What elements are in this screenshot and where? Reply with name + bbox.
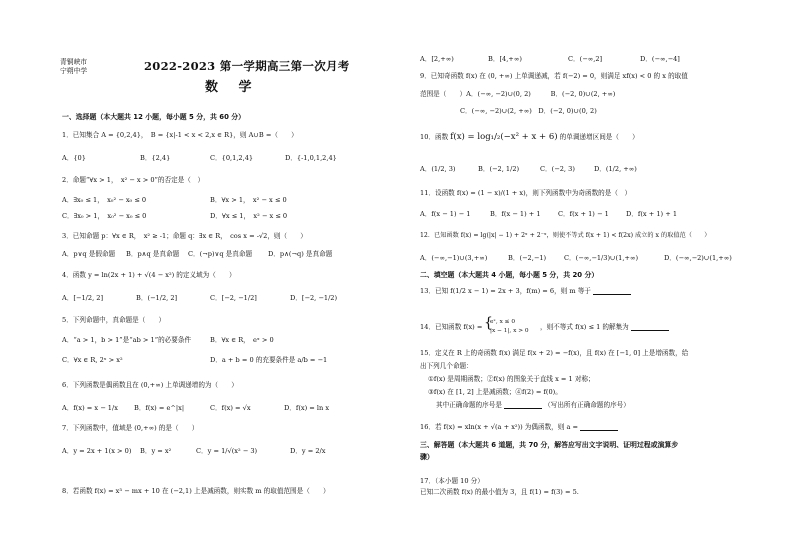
q2-option-c: C．∃x₀ > 1， x₀² − x₀ ≤ 0 bbox=[62, 212, 147, 220]
q4-option-a: A．[−1/2, 2] bbox=[62, 294, 104, 302]
section-solve-heading-cont: 骤） bbox=[420, 453, 434, 461]
q14-answer-blank[interactable] bbox=[631, 324, 669, 331]
q1-option-a: A．{0} bbox=[62, 154, 86, 162]
question-2: 2．命题“∀x > 1， x² − x > 0”的否定是（ ） bbox=[62, 176, 205, 184]
q8-option-d: D．(−∞,−4] bbox=[640, 55, 680, 63]
q10-suffix: 的单调递增区间是（ ） bbox=[559, 133, 639, 141]
q6-option-a: A．f(x) = x − 1/x bbox=[62, 404, 118, 412]
question-17: 已知二次函数 f(x) 的最小值为 3，且 f(1) = f(3) = 5. bbox=[420, 488, 579, 496]
q6-option-c: C．f(x) = √x bbox=[210, 404, 251, 412]
q13-text: 13．已知 f(1/2 x − 1) = 2x + 3，f(m) = 6，则 m 等于 bbox=[420, 287, 591, 295]
q14-brace-icon: { bbox=[484, 315, 493, 331]
question-13 bbox=[420, 287, 631, 295]
q12-option-d: D．(−∞,−2)∪(1,+∞) bbox=[664, 254, 732, 262]
q3-option-a: A．p∨q 是假命题 bbox=[62, 250, 116, 258]
q5-option-a: A．“a > 1，b > 1”是“ab > 1”的必要条件 bbox=[62, 336, 192, 344]
q2-option-d: D．∀x ≤ 1， x² − x ≤ 0 bbox=[210, 212, 288, 220]
question-9-cont: 范围是（ ）A．(−∞, −2)∪(0, 2) B．(−2, 0)∪(2, +∞) bbox=[420, 90, 616, 98]
q5-option-c: C．∀x ∈ R, 2ˣ > x² bbox=[62, 356, 123, 364]
q14-case-1: eˣ, x ≤ 0 bbox=[490, 319, 516, 325]
q3-option-c: C．(¬p)∨q 是真命题 bbox=[188, 250, 253, 258]
q7-option-a: A．y = 2x + 1(x > 0) bbox=[62, 447, 132, 455]
q15-note: （写出所有正确命题的序号） bbox=[544, 401, 630, 409]
question-8: 8．若函数 f(x) = x³ − mx + 10 在 (−2,1) 上是减函数，则实数 m 的取值范围是（ ） bbox=[62, 487, 330, 495]
question-15-line5 bbox=[436, 401, 630, 409]
q16-text: 16．若 f(x) = xln(x + √(a + x²)) 为偶函数，则 a = bbox=[420, 423, 579, 431]
q7-option-b: B．y = x² bbox=[140, 447, 172, 455]
question-17-heading: 17．（本小题 10 分） bbox=[420, 477, 484, 485]
q14-case-2: |x − 1|, x > 0 bbox=[490, 328, 529, 334]
school-city: 青铜峡市 bbox=[60, 58, 88, 66]
question-15-line4: ③f(x) 在 [1, 2] 上是减函数；④f(2) = f(0)。 bbox=[428, 388, 562, 396]
q6-option-b: B．f(x) = e^|x| bbox=[134, 404, 185, 412]
subject-title: 数 学 bbox=[205, 80, 260, 95]
q3-option-d: D．p∧(¬q) 是真命题 bbox=[268, 250, 333, 258]
q15-answer-blank[interactable] bbox=[504, 402, 542, 409]
question-5: 5．下列命题中，真命题是（ ） bbox=[62, 316, 166, 324]
q11-option-b: B．f(x − 1) + 1 bbox=[490, 210, 541, 218]
section-solve-heading: 三、解答题（本大题共 6 道题，共 70 分，解答应写出文字说明、证明过程或演算步 bbox=[420, 441, 679, 449]
q14-prefix: 14．已知函数 f(x) = bbox=[420, 323, 483, 331]
question-10 bbox=[420, 133, 639, 141]
question-12: 12．已知函数 f(x) = lg(|x| − 1) + 2ˣ + 2⁻ˣ，则使不等式 f(x + 1) < f(2x) 成立的 x 的取值范（ ） bbox=[420, 232, 711, 239]
q4-option-c: C．[−2, −1/2] bbox=[210, 294, 257, 302]
q5-option-b: B．∀x ∈ R， eˣ > 0 bbox=[210, 336, 274, 344]
q11-option-c: C．f(x + 1) − 1 bbox=[558, 210, 609, 218]
question-3: 3．已知命题 p：∀x ∈ R， x² ≥ -1；命题 q：∃x ∈ R， cos x = -√2，则（ ） bbox=[62, 232, 307, 240]
question-15: 15．定义在 R 上的奇函数 f(x) 满足 f(x + 2) = −f(x)，且 f(x) 在 [−1, 0] 上是增函数，给 bbox=[420, 349, 689, 357]
q11-option-a: A．f(x − 1) − 1 bbox=[420, 210, 471, 218]
question-11: 11．设函数 f(x) = (1 − x)/(1 + x)，则下列函数中为奇函数的是（ ） bbox=[420, 189, 632, 197]
question-16 bbox=[420, 423, 618, 431]
question-9-opts-cd: C．(−∞, −2)∪(2, +∞) D．(−2, 0)∪(0, 2) bbox=[460, 107, 597, 115]
question-7: 7．下列函数中，值域是 (0,+∞) 的是（ ） bbox=[62, 424, 199, 432]
q7-option-c: C．y = 1/√(x² − 3) bbox=[196, 447, 258, 455]
question-1: 1．已知集合 A = {0,2,4}， B = {x|-1 < x < 2,x ∈ R}，则 A∪B =（ ） bbox=[62, 131, 298, 139]
question-9: 9．已知奇函数 f(x) 在 (0, +∞) 上单调递减，若 f(−2) = 0，则满足 xf(x) < 0 的 x 的取值 bbox=[420, 72, 688, 80]
q15-prompt: 其中正确命题的序号是 bbox=[436, 401, 502, 409]
exam-title: 2022-2023 第一学期高三第一次月考 bbox=[144, 59, 350, 73]
q8-option-a: A．[2,+∞) bbox=[420, 55, 454, 63]
q10-option-a: A．(1/2, 3) bbox=[420, 165, 456, 173]
q2-option-a: A．∃x₀ ≤ 1， x₀² − x₀ ≤ 0 bbox=[62, 196, 147, 204]
q10-function: f(x) = log₁/₂(−x² + x + 6) bbox=[450, 132, 558, 142]
q10-option-b: B．(−2, 1/2) bbox=[478, 165, 520, 173]
question-15-line2: 出下列几个命题： bbox=[420, 362, 473, 370]
q12-option-a: A．(−∞,−1)∪(3,+∞) bbox=[420, 254, 488, 262]
q10-option-c: C．(−2, 3) bbox=[540, 165, 575, 173]
q2-option-b: B．∀x > 1， x² − x ≤ 0 bbox=[210, 196, 287, 204]
q1-option-c: C．{0,1,2,4} bbox=[210, 154, 254, 162]
q1-option-b: B．{2,4} bbox=[140, 154, 171, 162]
q12-option-b: B．(−2,−1) bbox=[508, 254, 547, 262]
question-15-line3: ①f(x) 是周期函数；②f(x) 的图象关于直线 x = 1 对称； bbox=[428, 375, 595, 383]
q14-suffix-wrap bbox=[540, 323, 669, 331]
q10-option-d: D．(1/2, +∞) bbox=[594, 165, 637, 173]
section-choice-heading: 一、选择题（本大题共 12 小题，每小题 5 分，共 60 分） bbox=[62, 113, 246, 121]
q7-option-d: D．y = 2/x bbox=[290, 447, 326, 455]
q4-option-b: B．(−1/2, 2] bbox=[136, 294, 178, 302]
q12-option-c: C．(−∞,−1/3)∪(1,+∞) bbox=[564, 254, 639, 262]
school-name: 宁朔中学 bbox=[60, 67, 88, 75]
question-14 bbox=[420, 323, 482, 331]
section-fill-heading: 二、填空题（本大题共 4 小题，每小题 5 分，共 20 分） bbox=[420, 271, 599, 279]
q4-option-d: D．[−2, −1/2) bbox=[290, 294, 338, 302]
question-6: 6．下列函数是偶函数且在 (0,+∞) 上单调递增的为（ ） bbox=[62, 381, 238, 389]
q11-option-d: D．f(x + 1) + 1 bbox=[626, 210, 678, 218]
q5-option-d: D．a + b = 0 的充要条件是 a/b = −1 bbox=[210, 356, 328, 364]
question-4: 4．函数 y = ln(2x + 1) + √(4 − x²) 的定义域为（ ） bbox=[62, 271, 236, 279]
q13-answer-blank[interactable] bbox=[593, 288, 631, 295]
q8-option-b: B．[4,+∞) bbox=[488, 55, 522, 63]
q1-option-d: D．{-1,0,1,2,4} bbox=[285, 154, 337, 162]
q14-suffix: ，则不等式 f(x) ≤ 1 的解集为 bbox=[540, 323, 629, 331]
q8-option-c: C．(−∞,2] bbox=[568, 55, 603, 63]
q10-prefix: 10．函数 bbox=[420, 133, 449, 141]
q6-option-d: D．f(x) = ln x bbox=[284, 404, 330, 412]
q3-option-b: B．p∧q 是真命题 bbox=[126, 250, 180, 258]
q16-answer-blank[interactable] bbox=[580, 424, 618, 431]
